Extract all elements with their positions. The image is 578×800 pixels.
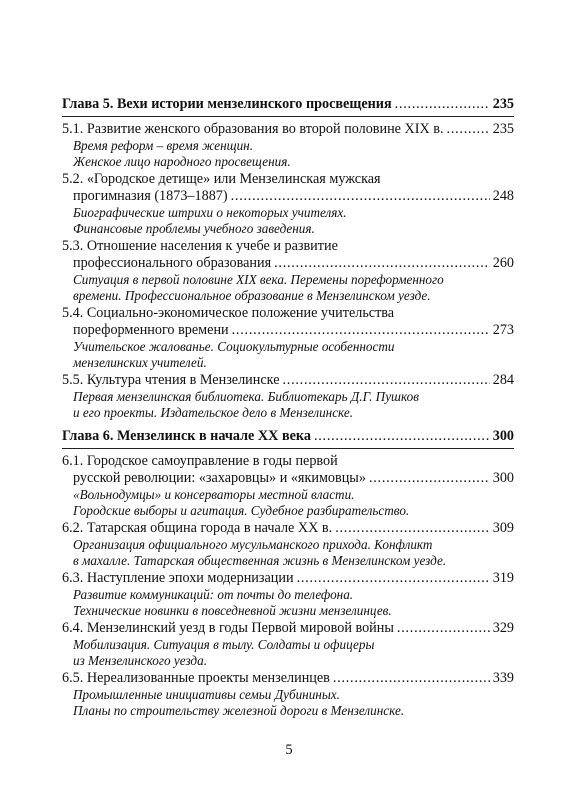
dot-leader [335,520,490,537]
section-subtopics: в махалле. Татарская общественная жизнь в Мензелинском уезде. [73,553,447,568]
section-page-number: 319 [492,570,514,586]
section-title-line [62,188,514,205]
section-subtopics: Биографические штрихи о некоторых учителях. [73,205,347,220]
section-title: 6.4. Мензелинский уезд в годы Первой мировой войны [62,620,394,636]
section-title-line [62,620,514,637]
section-subtopics: Планы по строительству железной дороги в Мензелинске. [73,703,405,718]
dot-leader [397,620,490,637]
toc-section [62,670,514,719]
section-title-line [62,255,514,272]
section-title-line [62,520,514,537]
chapter-heading [62,96,514,117]
section-subtopics: Организация официального мусульманского прихода. Конфликт [73,537,433,552]
toc-section [62,520,514,569]
section-subtopics: времени. Профессиональное образование в Мензелинском уезде. [73,288,431,303]
toc-section [62,453,514,519]
dot-leader [274,255,490,272]
section-title-line [62,453,514,470]
chapter-heading [62,428,514,449]
section-subtopics: Учительское жалованье. Социокультурные особенности [73,339,395,354]
section-title: 6.2. Татарская община города в начале XX в. [62,520,333,536]
section-title-line [62,121,514,138]
toc-section [62,620,514,669]
section-title-line [62,470,514,487]
section-title-line [62,322,514,339]
dot-leader [283,372,490,389]
section-subtopics: Технические новинки в повседневной жизни мензелинцев. [73,603,392,618]
section-subtopics: мензелинских учителей. [73,355,207,370]
chapter-title: Глава 6. Мензелинск в начале XX века [62,428,311,444]
section-page-number: 235 [492,121,514,137]
dot-leader [297,570,490,587]
section-page-number: 309 [492,520,514,536]
section-subtopics: Женское лицо народного просвещения. [73,154,291,169]
section-title: 5.2. «Городское детище» или Мензелинская мужская [62,171,381,187]
toc-chapter [62,428,514,719]
section-page-number: 300 [492,470,514,486]
section-title-line [62,372,514,389]
section-title-line [62,238,514,255]
section-title: 5.3. Отношение населения к учебе и развитие [62,238,338,254]
section-title: профессионального образования [73,255,272,271]
dot-leader [231,188,490,205]
section-page-number: 339 [492,670,514,686]
section-subtopics: из Мензелинского уезда. [73,653,207,668]
toc-section [62,121,514,170]
section-page-number: 248 [492,188,514,204]
dot-leader [395,96,490,113]
toc-section [62,570,514,619]
section-title-line [62,570,514,587]
section-title-line [62,305,514,322]
section-title: русской революции: «захаровцы» и «якимовцы» [73,470,366,486]
toc-section [62,238,514,304]
dot-leader [447,121,490,138]
section-title: 6.3. Наступление эпохи модернизации [62,570,294,586]
section-subtopics: Финансовые проблемы учебного заведения. [73,221,315,236]
section-subtopics: Развитие коммуникаций: от почты до телефона. [73,587,354,602]
section-title: 6.1. Городское самоуправление в годы первой [62,453,338,469]
section-page-number: 284 [492,372,514,388]
dot-leader [369,470,490,487]
toc-chapter [62,96,514,421]
section-page-number: 260 [492,255,514,271]
table-of-contents [62,96,514,726]
toc-section [62,372,514,421]
toc-section [62,171,514,237]
section-page-number: 329 [492,620,514,636]
section-subtopics: Мобилизация. Ситуация в тылу. Солдаты и офицеры [73,637,375,652]
page-number: 5 [285,742,293,758]
section-title: прогимназия (1873–1887) [73,188,228,204]
section-subtopics: Время реформ – время женщин. [73,138,254,153]
section-subtopics: Промышленные инициативы семьи Дубининых. [73,687,340,702]
dot-leader [333,670,490,687]
chapter-page-number: 300 [492,428,514,444]
toc-section [62,305,514,371]
section-subtopics: Городские выборы и агитация. Судебное разбирательство. [73,503,410,518]
section-title-line [62,670,514,687]
section-subtopics: Первая мензелинская библиотека. Библиотекарь Д.Г. Пушков [73,389,420,404]
section-title: пореформенного времени [73,322,229,338]
section-page-number: 273 [492,322,514,338]
section-subtopics: и его проекты. Издательское дело в Мензелинске. [73,405,354,420]
section-title-line [62,171,514,188]
section-title: 5.4. Социально-экономическое положение учительства [62,305,395,321]
section-title: 6.5. Нереализованные проекты мензелинцев [62,670,330,686]
dot-leader [314,428,490,445]
section-subtopics: Ситуация в первой половине XIX века. Перемены пореформенного [73,272,444,287]
section-subtopics: «Вольнодумцы» и консерваторы местной власти. [73,487,355,502]
section-title: 5.1. Развитие женского образования во второй половине XIX в. [62,121,444,137]
chapter-title: Глава 5. Вехи истории мензелинского просвещения [62,96,392,112]
dot-leader [232,322,490,339]
chapter-page-number: 235 [492,96,514,112]
section-title: 5.5. Культура чтения в Мензелинске [62,372,280,388]
